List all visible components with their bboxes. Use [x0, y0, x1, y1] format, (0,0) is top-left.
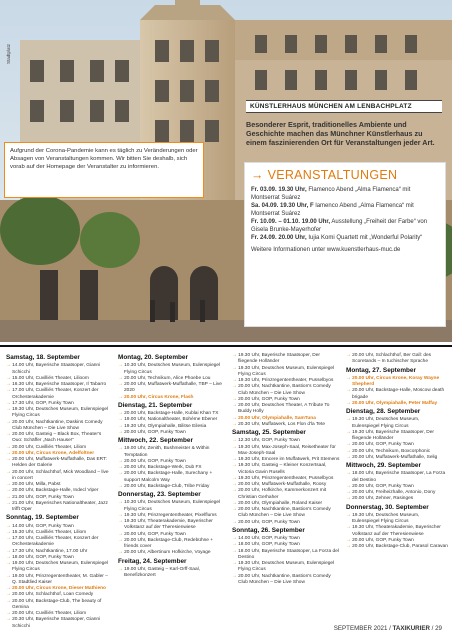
calendar-entry: → 20.00 Uhr, Nachtkantine, Bastion's Comedy Club München – Die Live Show — [232, 574, 340, 587]
calendar-entry: → 20.00 Uhr, Backstage-Halle, Surechany + support Malcolm Way — [118, 471, 226, 484]
calendar-entry: → 20.00 Uhr, Muffatwerk-Muffathalle, Roosy — [232, 482, 340, 488]
event-text: lamenco Abend „Alma Flamenca“ mit Montserrat Suárez — [251, 203, 414, 217]
calendar-entry: → 19.30 Uhr, Deutsches Museum, Eulenspiegel Flying Circus — [346, 513, 448, 526]
calendar-entry: → 20.00 Uhr, Zehner, Rasinges — [346, 496, 448, 502]
calendar-entry: → 19.30 Uhr, Deutsches Museum, Eulenspiegel Flying Circus — [232, 366, 340, 379]
page-footer — [334, 625, 442, 632]
calendar-entry: → 19.00 Uhr, Deutsches Museum, Eulenspiegel Flying Circus — [6, 561, 112, 574]
calendar-entry: → 21.00 Uhr, Bayerisches Nationaltheater, Jazz trifft Oper — [6, 501, 112, 514]
calendar-entry: → 20.00 Uhr, Hofkirche, Kammerkonzert mit Christian Gerhaher — [232, 488, 340, 501]
day-heading: Freitag, 24. September — [118, 557, 187, 565]
calendar-entry: → 17.30 Uhr, Nachtkantine, 17.00 Uhr — [6, 549, 112, 555]
footer-brand: TAXIKURIER — [392, 625, 430, 632]
day-heading: Dienstag, 21. September — [118, 401, 193, 409]
day-heading: Mittwoch, 22. September — [118, 437, 193, 444]
calendar-entry: → 18.00 Uhr, Bayerische Staatsoper, La Forza del Destino — [346, 471, 448, 484]
calendar-entry: → 20.00 Uhr, Backstage-Club, Tribe Friday — [118, 484, 226, 490]
calendar-entry: → 21.00 Uhr, GOP, Funky Town — [6, 495, 112, 501]
day-heading: Mittwoch, 29. September — [346, 462, 421, 469]
kuenstlerhaus-intro: Besonderer Esprit, traditionelles Ambiente und Geschichte machen das Münchner Künstlerhaus zu einem faszinierenden Ort für Veranstaltungen jeder Art. — [246, 120, 435, 148]
footer-page: / 29 — [429, 625, 442, 632]
calendar-entry: → 19.30 Uhr, Bayerische Staatsoper, Der fliegende Holländer — [346, 430, 448, 443]
calendar-entry: → 19.30 Uhr, Gasteig – Kleiner Konzertsaal, Victoria Gavin Rusells — [232, 463, 340, 476]
calendar-entry: → 20.00 Uhr, GOP, Funky Town — [118, 459, 226, 465]
event-date: Fr. 03.09. 19.30 Uhr, — [251, 187, 307, 193]
event-item — [251, 234, 439, 242]
calendar-entry: → 15.00 Uhr, Cuvilliés Theater, Lilioom — [6, 376, 112, 382]
more-info-link[interactable]: Weitere Informationen unter www.kuenstlerhaus-muc.de — [251, 247, 401, 253]
calendar-entry: → 20.00 Uhr, Freiheizhalle, Antonio, Dony — [346, 490, 448, 496]
calendar-entry: → 20.00 Uhr, Technikum, Alice Phoebe Lou — [118, 376, 226, 382]
calendar-entry: → 12.30 Uhr, GOP, Funky Town — [232, 438, 340, 444]
day-heading: Samstag, 25. September — [232, 429, 306, 436]
calendar-entry: → 20.00 Uhr, Backstage-Halle, Indecl Viper — [6, 488, 112, 494]
calendar-entry: → 20.00 Uhr, GOP, Funky Town — [346, 538, 448, 544]
calendar-entry: → 20.00 Uhr, Circus Krone, Flash — [118, 395, 226, 401]
calendar-entry: → 19.30 Uhr, Theaterakademie, Bayerischer Volkstanz auf der Theresienwiese — [118, 519, 226, 532]
calendar-entry: → 20.00 Uhr, GOP, Funky Town — [118, 430, 226, 436]
calendar-column-3 — [232, 353, 340, 586]
veranstaltungen-box — [244, 162, 446, 327]
calendar-entry: → 20.00 Uhr, Backstage-Club, Redebühne + friends cover — [118, 538, 226, 551]
calendar-entry: → 17.00 Uhr, Cuvilliés Theater, Konzert der Orchesterakademie — [6, 536, 112, 549]
calendar-entry: → 20.00 Uhr, Muffatwerk-Muffathalle, Selig — [346, 455, 448, 461]
day-heading: Dienstag, 28. September — [346, 408, 421, 415]
calendar-entry: → 20.00 Uhr, Gasteig – Black Box, Theater's Ouo: Schäffer „Nach Hause!“ — [6, 432, 112, 445]
calendar-entry: → 19.30 Uhr, Theaterakademie, Bayerischer Volkstanz auf der Theresienwiese — [346, 525, 448, 538]
calendar-entry: → 20.00 Uhr, Nachtkantine, Bastion's Comedy Club München – Die Live Show — [232, 384, 340, 397]
calendar-entry: → 17.30 Uhr, GOP, Funky Town — [6, 401, 112, 407]
day-heading: Sonntag, 26. September — [232, 526, 305, 534]
calendar-column-2 — [118, 353, 226, 579]
calendar-entry: → 20.30 Uhr, Muffatwerk, Los Flon d'la Tete — [232, 422, 340, 428]
calendar-entry: → 20.00 Uhr, Deutsches Theater, A Tribute To Buddy Holly — [232, 403, 340, 416]
event-item — [251, 186, 439, 202]
corona-notice: Aufgrund der Corona-Pandemie kann es täglich zu Veränderungen oder Absagen von Veranstaltungen kommen. Wir bitten Sie deshalb, sich vorab auf der Homepage der Veranstalter zu informieren. — [4, 142, 204, 198]
calendar-entry: → 20.00 Uhr, Muffatwerk-Muffathalle, Das ERT: Helden der Galerie — [6, 457, 112, 470]
calendar-entry: → 20.00 Uhr, Backstage-Halle, Kublai Khan TX — [118, 411, 226, 417]
calendar-entry: → 14.00 Uhr, GOP, Funky Town — [232, 536, 340, 542]
calendar-entry: → 20.00 Uhr, Backstage-Werk, Dub FX — [118, 465, 226, 471]
day-heading: Samstag, 18. September — [6, 354, 80, 361]
calendar-entry: → 20.00 Uhr, Backstage-Club, Parasol Caravan — [346, 544, 448, 550]
calendar-entry: → 14.00 Uhr, Bayerische Staatsoper, Gianni Schicchi — [6, 363, 112, 376]
calendar-entry: → 16.30 Uhr, Bayerische Staatsoper, Il Tabarro — [6, 382, 112, 388]
event-date: Fr. 10.09. – 01.10. 19.00 Uhr, — [251, 219, 331, 225]
calendar-entry: → 20.00 Uhr, GOP, Funky Town — [346, 442, 448, 448]
calendar-entry: → 20.00 Uhr, Cuvilliés Theater, Liliom — [6, 445, 112, 451]
calendar-entry: → 19.30 Uhr, Deutsches Museum, Eulenspiegel Flying Circus — [232, 561, 340, 574]
calendar-entry: → 20.00 Uhr, Schlachthof, Mick Woodland – live in concert — [6, 470, 112, 483]
calendar-entry: → 20.00 Uhr, Circus Krone, Koray Wayne Shepherd — [346, 376, 448, 389]
calendar-entry: → 20.30 Uhr, Bayerische Staatsoper, Gianni Schicchi — [6, 617, 112, 630]
day-heading: Donnerstag, 23. September — [118, 491, 201, 498]
event-text: Iujia Komi Quartett mit „Wonderful Polarity“ — [306, 235, 423, 241]
kuenstlerhaus-header: KÜNSTLERHAUS MÜNCHEN AM LENBACHPLATZ — [246, 100, 442, 113]
calendar-entry: → 20.00 Uhr, GOP, Funky Town — [118, 532, 226, 538]
veranstaltungen-title: → VERANSTALTUNGEN — [251, 168, 398, 182]
veranstaltungen-list — [251, 186, 439, 242]
calendar-entry: → 19.30 Uhr, Max-Joseph-Saal, Reisetheater für Max-Joseph-Saal — [232, 445, 340, 458]
day-heading: Sonntag, 19. September — [6, 514, 79, 522]
calendar-entry: → 19.00 Uhr, Prinzregententheater, M. Gabler – Q. Stadtlied Kaiser — [6, 574, 112, 587]
day-heading: Montag, 27. September — [346, 366, 416, 374]
calendar-entry: → 20.00 Uhr, Technikum, Boxcorphonic — [346, 449, 448, 455]
day-heading: Montag, 20. September — [118, 354, 188, 361]
footer-issue: SEPTEMBER 2021 / — [333, 625, 393, 632]
calendar-entry: → 20.00 Uhr, Backstage-Club, The beauty of Gemina — [6, 599, 112, 612]
calendar-entry: → 19.30 Uhr, Prinzregententheater, Pixelflums — [118, 513, 226, 519]
calendar-entry: → 19.30 Uhr, Emcere im Muffatwerk, Prit Stemens — [232, 457, 340, 463]
calendar-entry: → 20.00 Uhr, Albertinum Hofkirche, Voyage — [118, 550, 226, 556]
calendar-entry: → 20.00 Uhr, GOP, Funky Town — [232, 397, 340, 403]
section-label: Stadtplatz — [6, 43, 11, 64]
calendar-entry: → 20.00 Uhr, Backstage-Halle, Moscow death brigade — [346, 388, 448, 401]
calendar-entry: → 20.00 Uhr, Nachtkantine, Daskins Comedy Club München – Die Live Show — [6, 420, 112, 433]
event-date: Sa. 04.09. 19.30 Uhr, F — [251, 203, 314, 209]
event-text: Ausstellung „Freiheit der Farbe“ von Gisela Brunke-Mayerhofer — [251, 219, 428, 233]
calendar-entry: → 19.30 Uhr, Bayerische Staatsoper, Der fliegende Holländer — [232, 353, 340, 366]
calendar-entry: → 18.00 Uhr, Bayerische Staatsoper, La Forza del Destino — [232, 549, 340, 562]
calendar-entry: → 19.30 Uhr, Deutsches Museum, Eulenspiegel Flying Circus — [6, 407, 112, 420]
calendar-entry: → 20.00 Uhr, Circus Krone, Dieser Mathieno — [6, 586, 112, 592]
calendar-entry: → 20.00 Uhr, Schlachthof, Ber Gall: des Scoretands – In tuchischer Sprache — [346, 353, 448, 366]
calendar-entry: → 19.30 Uhr, Olympiahalle, Bilitse Eilesia — [118, 424, 226, 430]
calendar-entry: → 19.30 Uhr, Prinzregententheater, Pusselbyos — [232, 378, 340, 384]
calendar-entry: → 14.00 Uhr, GOP, Funky Town — [6, 524, 112, 530]
calendar-entry: → 10.30 Uhr, Deutsches Museum, Eulenspiegel Flying Circus — [118, 363, 226, 376]
calendar-entry: → 18.00 Uhr, GOP, Funky Town — [6, 555, 112, 561]
calendar-entry: → 20.00 Uhr, GOP, Funky Town — [346, 484, 448, 490]
day-heading: Donnerstag, 30. September — [346, 503, 429, 511]
calendar-entry: → 20.00 Uhr, Muffatwerk-Muffathalle, TBP – Live 2020 — [118, 382, 226, 395]
calendar-column-4 — [346, 353, 448, 550]
calendar-entry: → 20.00 Uhr, Nachtkantine, Bastion's Comedy Club München – Die Live Show — [232, 507, 340, 520]
calendar-entry: → 20.00 Uhr, Olympiahalle, Roland Kaiser — [232, 501, 340, 507]
calendar-entry: → 15.30 Uhr, Cuvilliés Theater, Liliom — [6, 530, 112, 536]
calendar-entry: → 19.00 Uhr, Nationaltheater, Bohème Ebener — [118, 417, 226, 423]
event-item — [251, 218, 439, 234]
calendar-entry: → 19.30 Uhr, Prinzregententheater, Pusselbyos — [232, 476, 340, 482]
calendar-entry: → 19.00 Uhr, Zenith, Bushmeister & Within Temptation — [118, 446, 226, 459]
calendar-entry: → 10.30 Uhr, Deutsches Museum, Eulenspiegel Flying Circus — [118, 500, 226, 513]
calendar-entry: → 18.00 Uhr, GOP, Funky Town — [232, 542, 340, 548]
calendar-column-1 — [6, 353, 112, 630]
calendar-entry: → 20.00 Uhr, GOP, Funky Town — [232, 520, 340, 526]
calendar-entry: → 20.00 Uhr, Schlachthof, Loan Comedy — [6, 592, 112, 598]
event-item — [251, 202, 439, 218]
event-date: Fr. 24.09. 20.00 Uhr, — [251, 235, 307, 241]
calendar-entry: → 20.00 Uhr, Milla, Pabst — [6, 482, 112, 488]
calendar-entry: → 20.00 Uhr, Circus Krone, Adelfoltner — [6, 451, 112, 457]
calendar-entry: → 20.00 Uhr, Cuvilliés Theater, Liliom — [6, 611, 112, 617]
event-text: Flamenco Abend „Alma Flamenca“ mit Montserrat Suárez — [251, 187, 411, 201]
calendar-entry: → 17.00 Uhr, Cuvilliés Theater, Konzert der Orchesterakademie — [6, 388, 112, 401]
calendar-entry: → 19.00 Uhr, Gasteig – Karl-Orff-Saal, Benefizkonzert — [118, 567, 226, 580]
calendar-entry: → 19.30 Uhr, Deutsches Museum, Eulenspiegel Flying Circus — [346, 417, 448, 430]
calendar-entry: → 20.00 Uhr, Olympiahalle, Peter Maffay — [346, 401, 448, 407]
calendar-entry: → 20.00 Uhr, Olympiahalle, SamTuna — [232, 416, 340, 422]
